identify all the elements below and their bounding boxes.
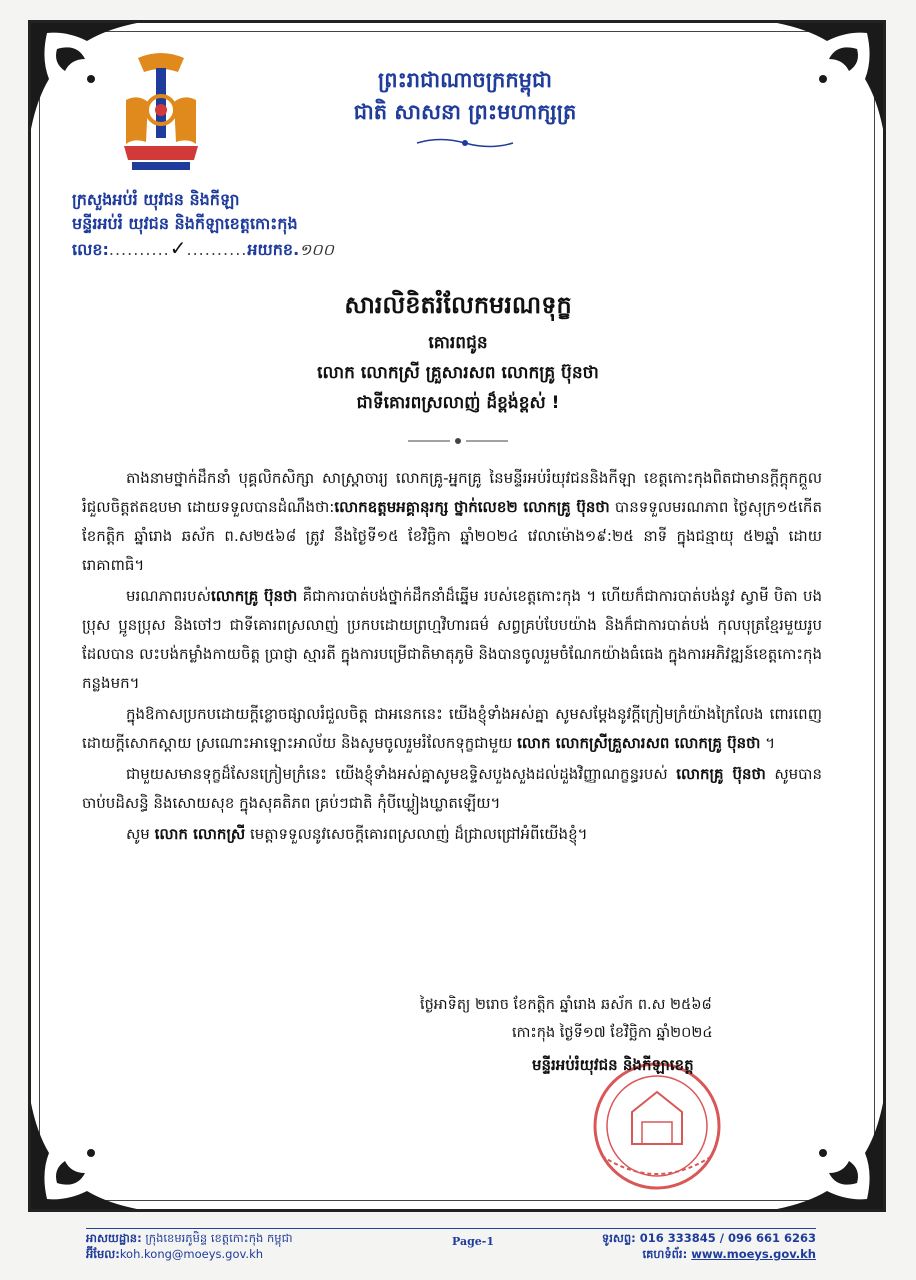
reference-number-line [72,236,334,262]
recipient-salutation: គោរពជូន [428,333,488,353]
body-paragraph: តាងនាមថ្នាក់ដឹកនាំ បុគ្គលិកសិក្សា សាស្ត្រាចារ្យ លោកគ្រូ-អ្នកគ្រូ នៃមន្ទីរអប់រំយុវជននិងកីឡា ខេត្តកោះកុងពិតជាមានក្តីក្តុកក្តួលរំជួលចិត្តឥតឧបមា ដោយទទួលបានដំណឹងថា:លោកឧត្តមអគ្គានុរក្ស ថ្នាក់លេខ២ លោកគ្រូ ប៊ុនថា បានទទួលមរណភាព ថ្ងៃសុក្រ១៥កើត ខែកត្តិក ឆ្នាំរោង ឆស័ក ព.ស២៥៦៨ ត្រូវ នឹងថ្ងៃទី១៥ ខែវិច្ឆិកា ឆ្នាំ២០២៤ វេលាម៉ោង១៩:២៥ នាទី ក្នុងជន្មាយុ ៥២ឆ្នាំ ដោយរោគាពាធិ។ [82,469,822,574]
header-ornament-divider [415,136,515,150]
phone-number: 016 333845 / 096 661 6263 [639,1231,816,1245]
email-label: អ៊ីមែល: [86,1247,120,1261]
department-name: មន្ទីរអប់រំ យុវជន និងកីឡាខេត្តកោះកុង [72,214,298,233]
corner-ornament-bottom-left [27,1093,147,1213]
recipient-honorific: ជាទីគោរពស្រលាញ់ ដ៏ខ្ពង់ខ្ពស់ ! [356,393,560,413]
title-divider [408,436,508,446]
page-number: Page-1 [452,1235,495,1248]
check-mark-icon: ✓ [169,236,187,260]
issuing-office: មន្ទីរអប់រំយុវជន និងកីឡាខេត្ត [532,1056,694,1074]
corner-ornament-bottom-right [767,1093,887,1213]
recipient-name: លោក លោកស្រី គ្រួសារសព លោកគ្រូ ប៊ុនថា [317,363,599,383]
kingdom-header [300,64,630,128]
recipient-block [0,328,916,418]
body-paragraph: ក្នុងឱកាសប្រកបដោយក្តីខ្លោចផ្សាលរំជួលចិត្ត ជាអនេកនេះ យើងខ្ញុំទាំងអស់គ្នា សូមសម្តែងនូវក្តីក្រៀមក្រំយ៉ាងក្រៃលែង ពោរពេញដោយក្តីសោកស្តាយ ស្រណោះអាឡោះអាល័យ និងសូមចូលរួមរំលែកទុក្ខជាមួយ លោក លោកស្រីគ្រួសារសព លោកគ្រូ ប៊ុនថា ។ [82,705,822,752]
website-link[interactable]: www.moeys.gov.kh [691,1247,816,1261]
footer-rule [86,1228,816,1229]
closing-recipient: លោក លោកស្រី [154,825,246,843]
address-label: អាសយដ្ឋាន: [86,1231,142,1245]
body-paragraph: ជាមួយសមានទុក្ខដ៏សែនក្រៀមក្រំនេះ យើងខ្ញុំទាំងអស់គ្នាសូមឧទ្ទិសបួងសួងដល់ដួងវិញ្ញាណក្ខន្ធរបស់ លោកគ្រូ ប៊ុនថា សូមបានចាប់បដិសន្ធិ និងសោយសុខ ក្នុងសុគតិភព គ្រប់ៗជាតិ កុំបីឃ្លៀងឃ្លាតឡើយ។ [82,765,822,812]
footer-contact-right [602,1230,816,1262]
ministry-block [72,188,334,262]
footer-contact-left [86,1230,293,1262]
deceased-name: លោកគ្រូ ប៊ុនថា [676,765,766,783]
deceased-name: លោកគ្រូ ប៊ុនថា [210,587,298,605]
body-paragraph: សូម លោក លោកស្រី មេត្តាទទួលនូវសេចក្តីគោរពស្រលាញ់ ដ៏ជ្រាលជ្រៅអំពីយើងខ្ញុំ។ [126,825,588,843]
national-motto: ជាតិ សាសនា ព្រះមហាក្សត្រ [353,100,577,124]
website-label: គេហទំព័រ: [642,1247,692,1261]
deceased-title: លោកឧត្តមអគ្គានុរក្ស ថ្នាក់លេខ២ លោកគ្រូ ប៊ុនថា [334,498,610,516]
phone-label: ទូរសព្ទ: [601,1231,640,1245]
lunar-date: ថ្ងៃអាទិត្យ ២រោច ខែកត្តិក ឆ្នាំរោង ឆស័ក ព.ស ២៥៦៨ [420,997,712,1013]
ref-dots: .......... [108,240,170,259]
kingdom-name: ព្រះរាជាណាចក្រកម្ពុជា [377,68,552,92]
body-paragraph: មរណភាពរបស់លោកគ្រូ ប៊ុនថា គឺជាការបាត់បង់ថ្នាក់ដឹកនាំដ៏ឆ្នើម របស់ខេត្តកោះកុង ។ ហើយក៏ជាការបាត់បង់នូវ ស្វាមី បិតា បងប្រុស ប្អូនប្រុស និងចៅៗ ជាទីគោរពស្រលាញ់ ប្រកបដោយព្រហ្មវិហារធម៌ សព្វគ្រប់បែបយ៉ាង និងក៏ជាការបាត់បង់ កុលបុត្រខ្មែរមួយរូបដែលបាន លះបង់កម្លាំងកាយចិត្ត ប្រាជ្ញា ស្មារតី ក្នុងការបម្រើជាតិមាតុភូមិ និងបានចូលរួមចំណែកយ៉ាងធំធេង ក្នុងការអភិវឌ្ឍន៍ខេត្តកោះកុង កន្លងមក។ [82,587,823,692]
email-link[interactable]: koh.kong@moeys.gov.kh [119,1247,264,1261]
ref-label: លេខ: [72,240,109,259]
ministry-name: ក្រសួងអប់រំ យុវជន និងកីឡា [72,190,240,209]
solar-date: កោះកុង ថ្ងៃទី១៧ ខែវិច្ឆិកា ឆ្នាំ២០២៤ [512,1025,713,1041]
ref-code: អយកខ. [247,240,300,259]
address-text: ក្រុងខេមរភូមិន្ទ ខេត្តកោះកុង កម្ពុជា [141,1231,293,1245]
corner-ornament-top-right [767,19,887,139]
ref-number: ១០០ [299,240,334,259]
ref-dots: .......... [186,240,248,259]
letter-title: សារលិខិតរំលែកមរណទុក្ខ [344,291,572,319]
ministry-emblem-logo [118,50,204,180]
family-name: លោក លោកស្រីគ្រួសារសព លោកគ្រូ ប៊ុនថា [517,734,761,752]
letter-body [82,464,822,851]
